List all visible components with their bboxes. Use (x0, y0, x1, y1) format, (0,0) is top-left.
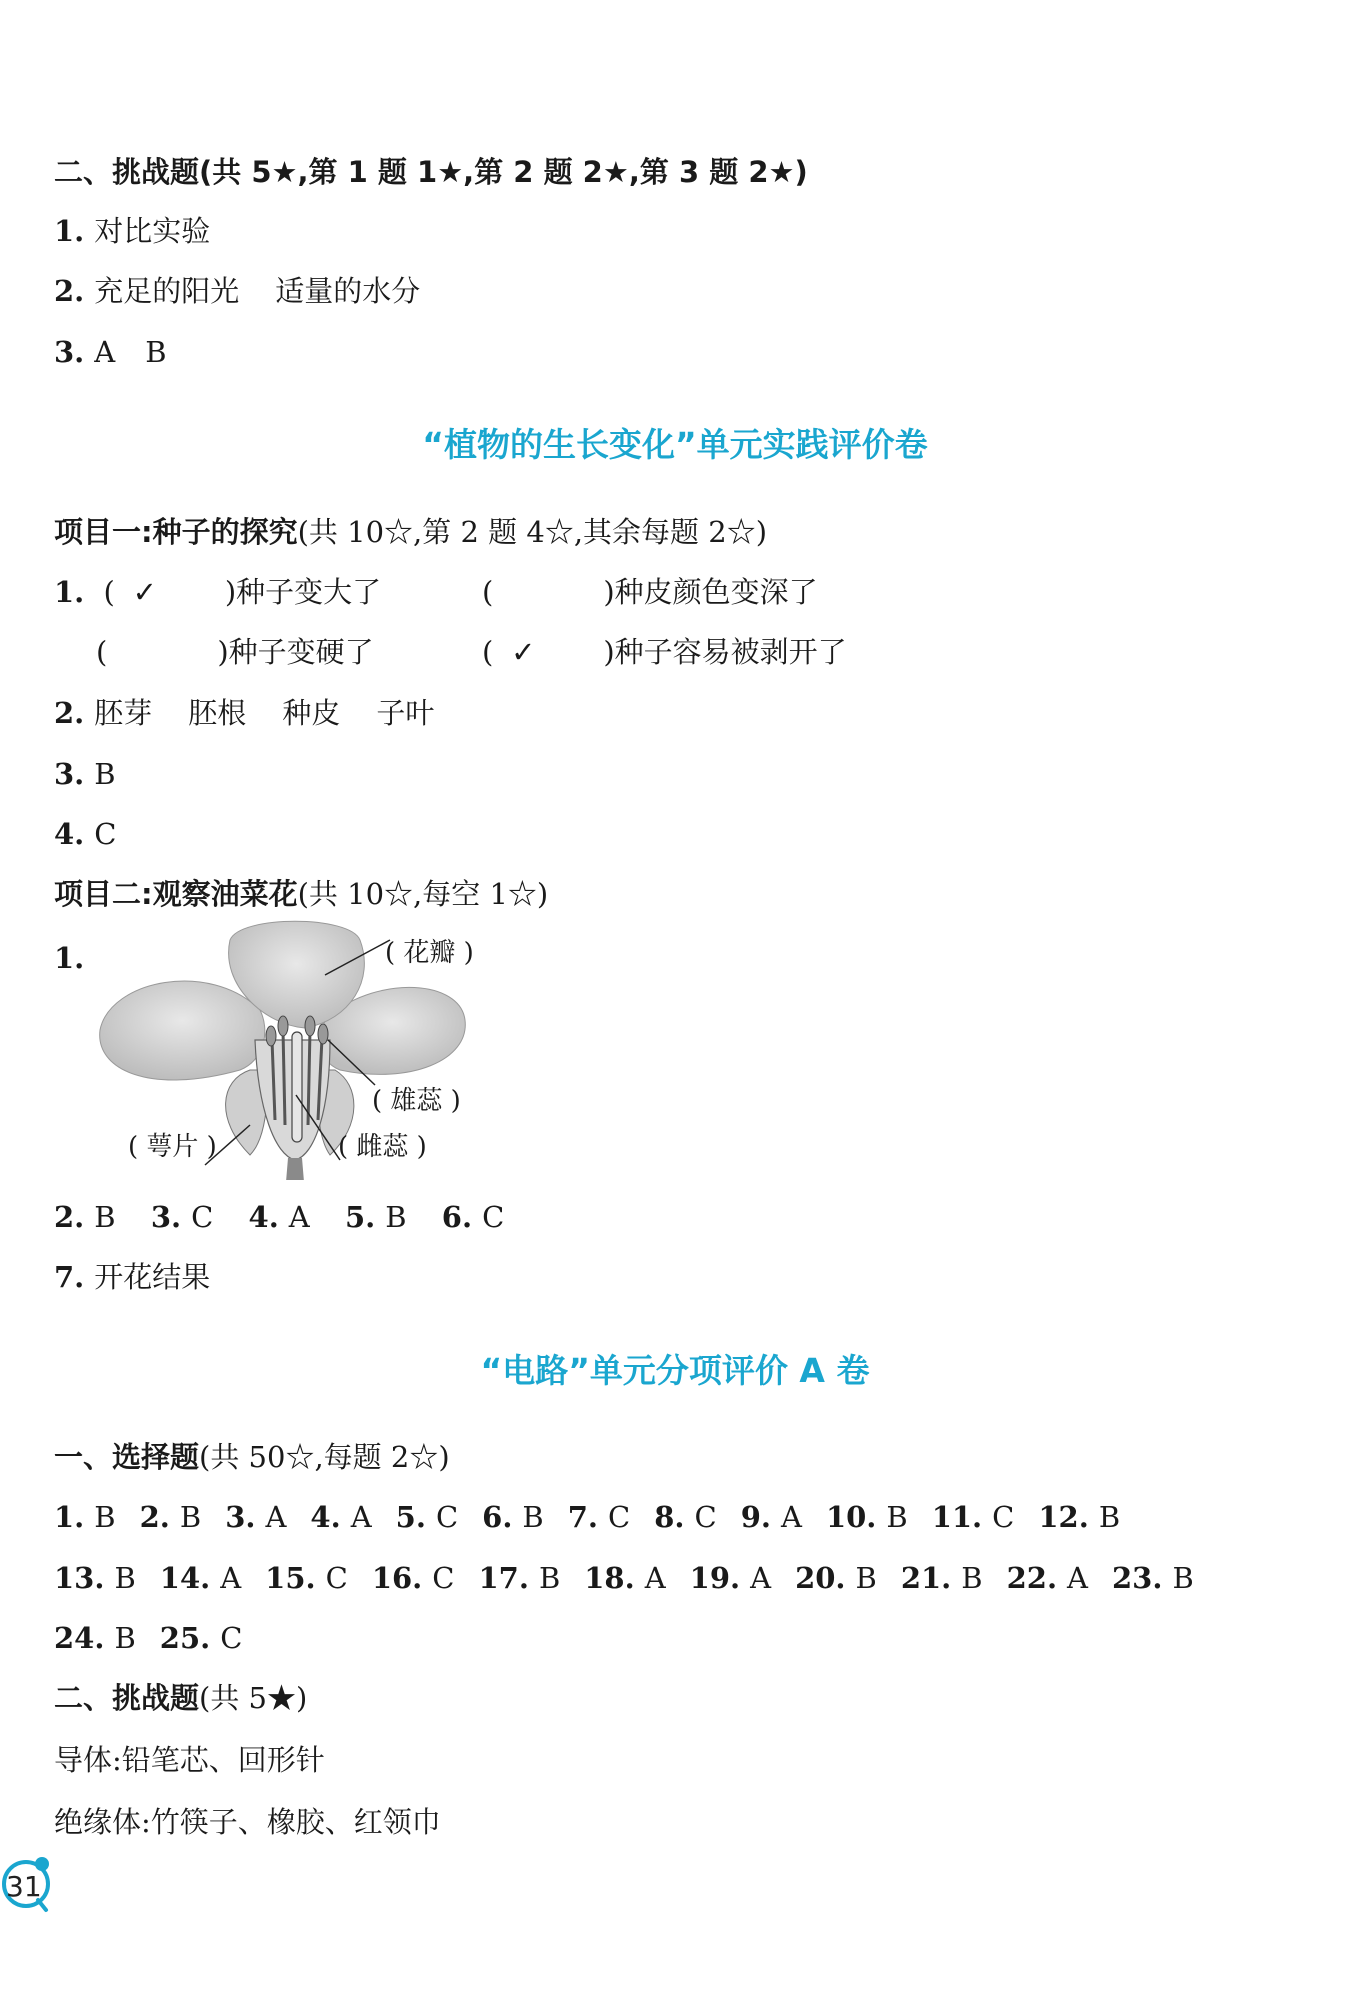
answer-text: A (350, 1500, 372, 1534)
answer-text: 胚芽 (94, 696, 153, 730)
question-number: 2. (139, 1500, 170, 1534)
answer-text: C (482, 1200, 505, 1234)
check-option: ( ) (96, 635, 229, 669)
check-option: ( ✓ ) (103, 575, 237, 609)
question-number: 7. (567, 1500, 599, 1534)
project-heading-bold: 项目二:观察油菜花 (54, 877, 298, 911)
answer-text: B (385, 1200, 407, 1234)
checkbox-row-1 (54, 575, 382, 609)
choice-answers-row-3 (54, 1621, 243, 1655)
page-number: 31 (6, 1870, 42, 1903)
label-pistil: ( 雌蕊 ) (338, 1132, 427, 1162)
question-number: 18. (584, 1561, 635, 1595)
question-number: 6. (441, 1200, 473, 1234)
answer-text: C (432, 1561, 455, 1595)
answer-text: B (855, 1561, 877, 1595)
answer-text: 种皮 (282, 696, 341, 730)
answer-text: B (94, 1500, 116, 1534)
answer-line-p2-7 (54, 1260, 211, 1294)
question-number: 11. (931, 1500, 983, 1534)
check-mark: ✓ (511, 635, 536, 669)
answer-text: B (886, 1500, 908, 1534)
answer-text: A (94, 335, 116, 369)
answer-text: B (94, 757, 116, 791)
answer-text: B (145, 335, 167, 369)
answer-text: A (644, 1561, 666, 1595)
answer-text: C (992, 1500, 1015, 1534)
question-number: 7. (54, 1260, 85, 1294)
question-number: 23. (1112, 1561, 1163, 1595)
question-number: 22. (1006, 1561, 1058, 1595)
answer-text: A (780, 1500, 802, 1534)
project-heading-score: (共 10☆,第 2 题 4☆,其余每题 2☆) (297, 515, 768, 549)
question-number: 4. (54, 817, 85, 851)
check-option: ( ✓ ) (482, 635, 615, 669)
check-option: ( ) (482, 575, 615, 609)
insulator-line: 绝缘体:竹筷子、橡胶、红领巾 (54, 1805, 441, 1839)
section-heading-challenge: 二、挑战题(共 5★,第 1 题 1★,第 2 题 2★,第 3 题 2★) (54, 155, 808, 189)
project2-heading (54, 877, 549, 911)
answer-text: 子叶 (376, 696, 435, 730)
answer-text: B (961, 1561, 983, 1595)
section-title-plants: “植物的生长变化”单元实践评价卷 (422, 425, 928, 464)
option-text: 种子容易被剥开了 (614, 635, 847, 669)
answer-text: C (220, 1621, 243, 1655)
question-number: 16. (371, 1561, 423, 1595)
answer-text: A (265, 1500, 287, 1534)
option-text: 种子变硬了 (228, 635, 374, 669)
answer-text: B (538, 1561, 561, 1595)
question-number: 14. (159, 1561, 211, 1595)
question-number: 1. (54, 1500, 85, 1534)
label-stamen: ( 雄蕊 ) (372, 1086, 461, 1116)
answer-text: C (435, 1500, 459, 1534)
project-heading-score: (共 10☆,每空 1☆) (297, 877, 549, 911)
conductor-line: 导体:铅笔芯、回形针 (54, 1743, 325, 1777)
checkbox-row-1b (482, 575, 818, 609)
question-number: 20. (795, 1561, 846, 1595)
checkbox-row-2b (482, 635, 847, 669)
answer-line-2 (54, 274, 421, 308)
option-text: 种子变大了 (236, 575, 382, 609)
answer-text: C (191, 1200, 214, 1234)
answer-text: 胚根 (188, 696, 247, 730)
answer-text: B (114, 1621, 136, 1655)
answer-text: A (1067, 1561, 1088, 1595)
question-number: 1. (54, 214, 85, 248)
answer-text: A (288, 1200, 310, 1234)
option-text: 种皮颜色变深了 (614, 575, 818, 609)
flower-question-number (54, 941, 94, 975)
answer-text: B (94, 1200, 116, 1234)
question-number: 3. (225, 1500, 256, 1534)
answer-line-p1-4 (54, 817, 117, 851)
question-number: 5. (344, 1200, 376, 1234)
project1-heading (54, 515, 768, 549)
question-number: 4. (248, 1200, 279, 1234)
answer-line-seed-parts (54, 696, 435, 730)
project-heading-bold: 项目一:种子的探究 (54, 515, 298, 549)
challenge-heading-score: (共 5★) (199, 1681, 308, 1715)
answer-text: C (325, 1561, 348, 1595)
answer-text: A (220, 1561, 242, 1595)
answer-text: B (179, 1500, 202, 1534)
stem (286, 1158, 304, 1180)
answer-row-p2 (54, 1200, 505, 1234)
answer-line-3 (54, 335, 167, 369)
answer-text: C (608, 1500, 631, 1534)
question-number: 5. (395, 1500, 426, 1534)
answer-text: B (522, 1500, 544, 1534)
checkbox-row-2 (96, 635, 374, 669)
question-number: 2. (54, 696, 85, 730)
answer-line-p1-3 (54, 757, 116, 791)
question-number: 1. (54, 941, 85, 975)
challenge-heading-bold: 二、挑战题 (54, 1681, 200, 1715)
question-number: 15. (265, 1561, 316, 1595)
answer-text: A (750, 1561, 772, 1595)
check-mark: ✓ (132, 575, 157, 609)
answer-text: B (1098, 1500, 1121, 1534)
answer-text: B (114, 1561, 136, 1595)
choice-heading-score: (共 50☆,每题 2☆) (199, 1440, 450, 1474)
answer-text: 开花结果 (94, 1260, 211, 1294)
question-number: 6. (482, 1500, 513, 1534)
question-number: 21. (900, 1561, 952, 1595)
question-number: 3. (150, 1200, 182, 1234)
left-petal (100, 981, 265, 1080)
question-number: 10. (825, 1500, 877, 1534)
answer-text: B (1172, 1561, 1194, 1595)
choice-answers-row-2 (54, 1561, 1194, 1595)
question-number: 25. (159, 1621, 211, 1655)
question-number: 3. (54, 757, 85, 791)
answer-line-1 (54, 214, 211, 248)
answer-text: 充足的阳光 (94, 274, 240, 308)
question-number: 9. (740, 1500, 771, 1534)
answer-text: 对比实验 (94, 214, 211, 248)
question-number: 2. (54, 274, 85, 308)
section-title-circuit: “电路”单元分项评价 A 卷 (480, 1351, 870, 1390)
answer-text: C (694, 1500, 717, 1534)
choice-heading (54, 1440, 450, 1474)
choice-answers-row-1 (54, 1500, 1121, 1534)
choice-heading-bold: 一、选择题 (54, 1440, 200, 1474)
question-number: 19. (689, 1561, 741, 1595)
question-number: 13. (54, 1561, 105, 1595)
challenge-heading (54, 1681, 308, 1715)
question-number: 1. (54, 575, 85, 609)
label-sepal: ( 萼片 ) (128, 1132, 217, 1162)
question-number: 8. (654, 1500, 685, 1534)
question-number: 3. (54, 335, 85, 369)
answer-text: C (94, 817, 117, 851)
answer-text: 适量的水分 (275, 274, 421, 308)
question-number: 24. (54, 1621, 105, 1655)
label-petal: ( 花瓣 ) (385, 938, 474, 968)
question-number: 17. (478, 1561, 529, 1595)
question-number: 12. (1038, 1500, 1089, 1534)
question-number: 2. (54, 1200, 85, 1234)
question-number: 4. (310, 1500, 341, 1534)
